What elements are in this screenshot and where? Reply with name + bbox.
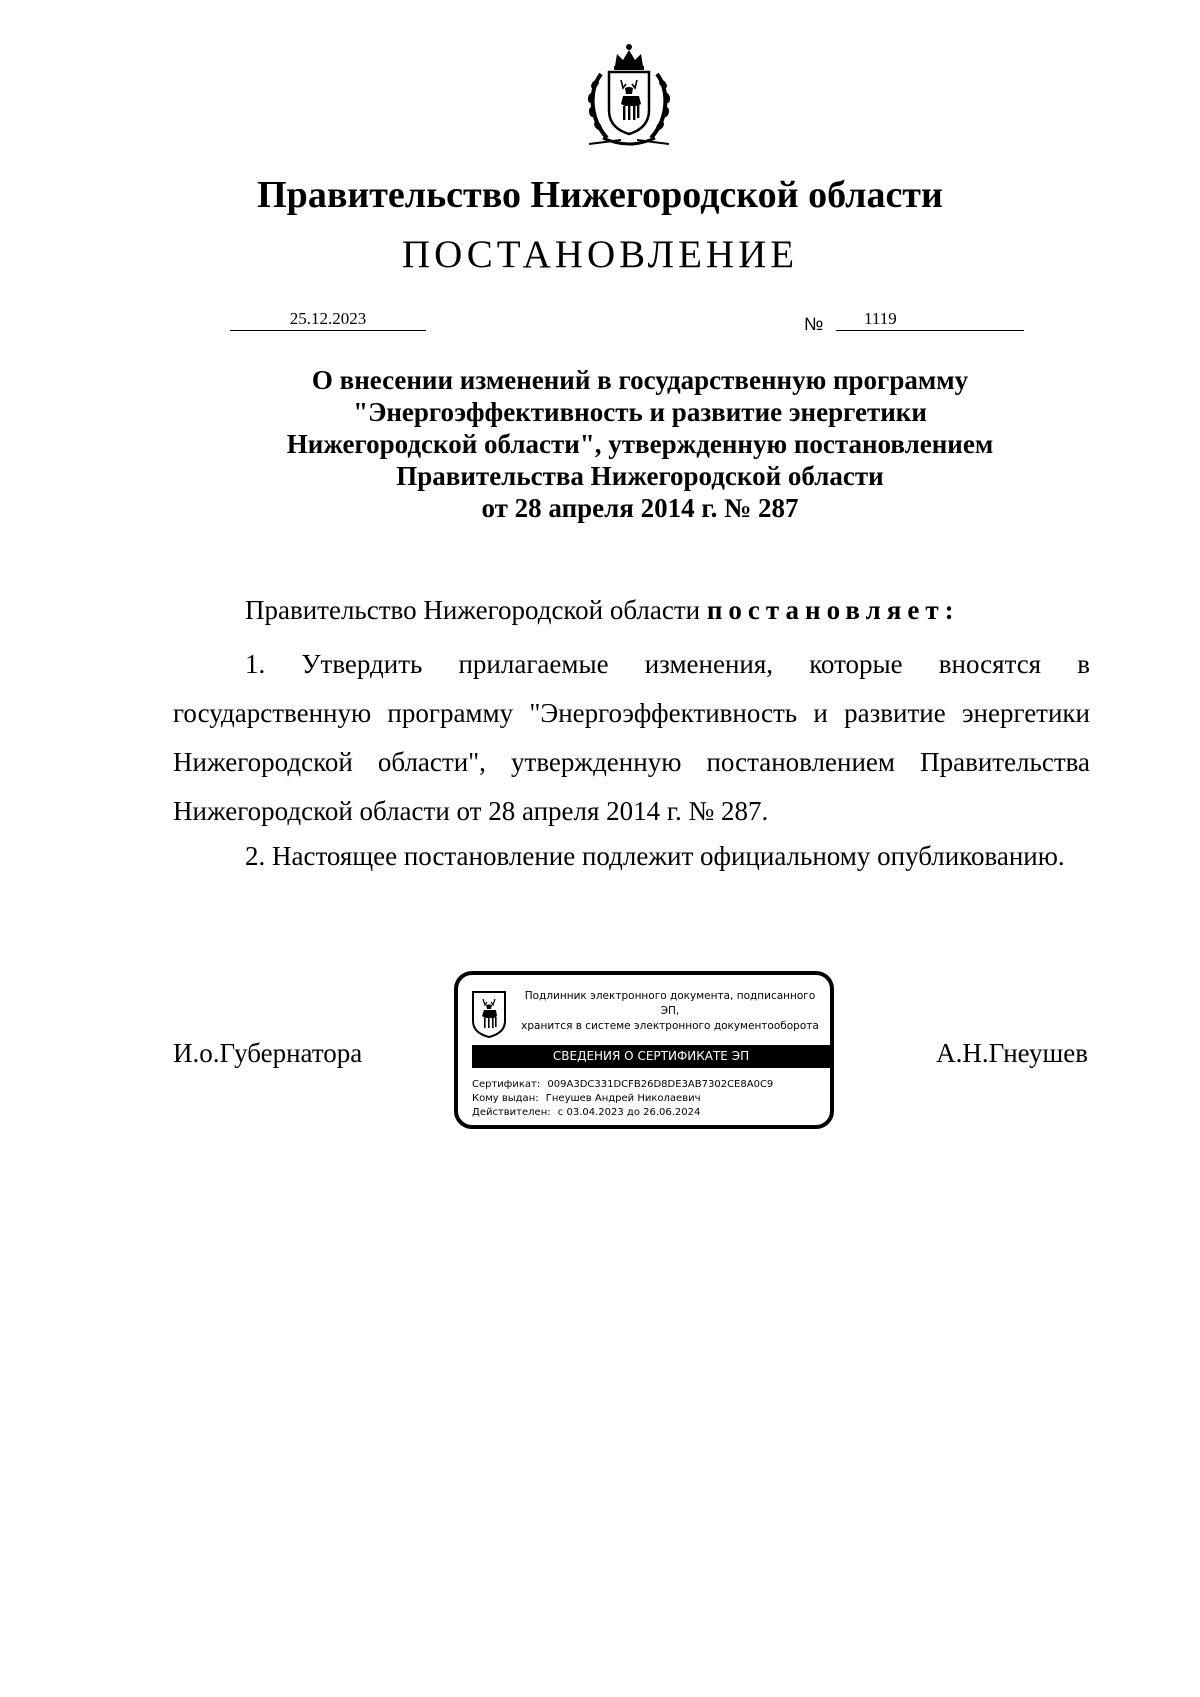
validity-label: Действителен: (472, 1107, 551, 1118)
certificate-row (472, 1078, 830, 1092)
subject-line: Нижегородской области", утвержденную постановлением (286, 429, 994, 459)
document-type: ПОСТАНОВЛЕНИЕ (401, 233, 799, 276)
issued-to-label: Кому выдан: (472, 1093, 539, 1104)
stamp-deer-shield-icon (470, 989, 508, 1039)
document-number-field (836, 308, 1024, 331)
subject-line: Правительства Нижегородской области (396, 461, 884, 491)
intro-decree-word: постановляет: (706, 595, 960, 625)
decree-intro (245, 590, 1005, 630)
signatory-name: А.Н.Гнеушев (936, 1038, 1088, 1068)
number-label: № (804, 314, 824, 334)
document-subject (170, 364, 1110, 524)
stamp-note (514, 989, 826, 1034)
coat-of-arms-icon (581, 40, 677, 150)
certificate-value: 009A3DC331DCFB26D8DE3AB7302CE8A0C9 (547, 1079, 774, 1090)
paragraph-1: 1. Утвердить прилагаемые изменения, которые вносятся в государственную программу "Энергоэффективность и развитие энергетики Нижегородской области", утвержденную постановлением Правительства Нижегородской области от 28 апреля 2014 г. № 287. (173, 649, 1090, 826)
certificate-info-bar: СВЕДЕНИЯ О СЕРТИФИКАТЕ ЭП (472, 1045, 830, 1068)
stamp-note-line: Подлинник электронного документа, подписанного ЭП, (524, 990, 816, 1017)
subject-line: "Энергоэффективность и развитие энергетики (353, 397, 927, 427)
stamp-note-line: хранится в системе электронного документооборота (521, 1020, 819, 1032)
subject-line: О внесении изменений в государственную программу (311, 365, 969, 395)
validity-value: с 03.04.2023 до 26.06.2024 (557, 1107, 701, 1118)
issued-to-value: Гнеушев Андрей Николаевич (545, 1093, 701, 1104)
certificate-label: Сертификат: (472, 1079, 541, 1090)
issued-to-row (472, 1092, 830, 1106)
document-date: 25.12.2023 (230, 308, 426, 331)
organization-title: Правительство Нижегородской области (257, 174, 943, 216)
certificate-details (472, 1078, 830, 1120)
subject-line: от 28 апреля 2014 г. № 287 (481, 493, 799, 523)
electronic-signature-stamp (454, 971, 834, 1129)
document-number: 1119 (864, 309, 897, 328)
validity-row (472, 1106, 830, 1120)
paragraph-2: 2. Настоящее постановление подлежит официальному опубликованию. (245, 841, 1065, 871)
signatory-role: И.о.Губернатора (173, 1038, 363, 1068)
intro-text: Правительство Нижегородской области (245, 595, 701, 625)
